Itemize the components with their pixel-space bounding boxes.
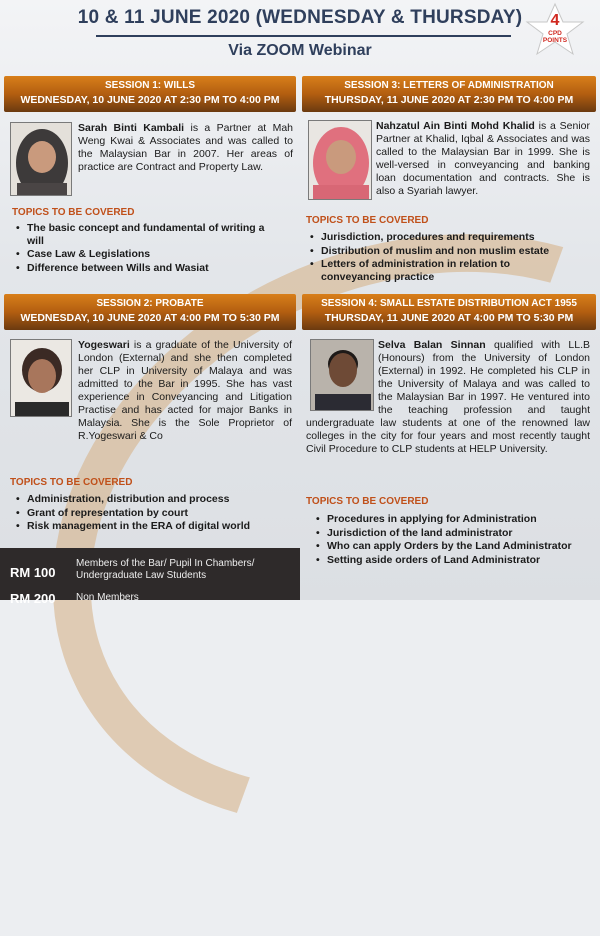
list-item: • Distribution of muslim and non muslim estate	[306, 245, 566, 258]
speaker-4-bio: Selva Balan Sinnan qualified with LL.B (Honours) from the University of London (External) in 1992. He completed his CLP in the University of Malaya and was called to the Malaysian Bar in 1997. He ventured into the teaching profession and taught undergraduate law students at one of the renowned law colleges in the city for four years and most recently taught Civil Procedure to CLP students at HELP University.	[306, 339, 590, 455]
session-3-topics-heading: TOPICS TO BE COVERED	[306, 215, 429, 226]
list-item: • The basic concept and fundamental of writing a will	[12, 222, 282, 247]
session-3-title: SESSION 3: LETTERS OF ADMINISTRATION	[344, 80, 554, 91]
cpd-points-label: CPD POINTS	[542, 30, 568, 44]
session-1-header	[4, 76, 296, 112]
event-date: 10 & 11 JUNE 2020 (WEDNESDAY & THURSDAY)	[77, 7, 523, 28]
pricing-panel	[0, 548, 300, 606]
session-2-topics-heading: TOPICS TO BE COVERED	[10, 477, 133, 488]
list-item: • Who can apply Orders by the Land Administrator	[312, 540, 592, 553]
price-members-desc: Members of the Bar/ Pupil In Chambers/ Undergraduate Law Students	[76, 558, 255, 581]
price-nonmembers-amount: RM 200	[10, 591, 56, 606]
session-1-datetime: WEDNESDAY, 10 JUNE 2020 AT 2:30 PM TO 4:00 PM	[20, 94, 280, 106]
list-item: • Difference between Wills and Wasiat	[12, 262, 282, 275]
speaker-2-photo	[10, 339, 72, 417]
speaker-1-photo	[10, 122, 72, 196]
session-4-title: SESSION 4: SMALL ESTATE DISTRIBUTION ACT 1955	[321, 298, 577, 309]
list-item: • Administration, distribution and process	[12, 493, 272, 506]
session-4-header	[302, 294, 596, 330]
header-divider	[96, 35, 511, 37]
list-item: • Case Law & Legislations	[12, 248, 282, 261]
speaker-3-bio: Nahzatul Ain Binti Mohd Khalid is a Senior Partner at Khalid, Iqbal & Associates and was called to the Malaysian Bar in 1999. She is well-versed in conveyancing and banking loan documentation and contracts. She is also a Syariah lawyer.	[376, 120, 590, 197]
speaker-2-bio-top: Yogeswari is a graduate of the University of London (External) and she then completed her CLP in University of Malaya and was admitted to the Bar in 1995. She has vast experience in Conveyancing and Litigation Practise and has acted for major Banks in Malaysia. She is the Sole Proprietor of R.Yogeswari & Co	[78, 339, 292, 442]
session-1-topics	[12, 222, 282, 275]
event-header	[0, 0, 600, 59]
session-1-topics-heading: TOPICS TO BE COVERED	[12, 207, 135, 218]
session-3-topics	[306, 231, 566, 284]
cpd-points-value: 4	[550, 12, 560, 29]
list-item: • Procedures in applying for Administration	[312, 513, 592, 526]
speaker-portrait-icon	[309, 121, 372, 200]
speaker-portrait-icon	[11, 340, 72, 417]
session-2-topics	[12, 493, 272, 534]
list-item: • Setting aside orders of Land Administrator	[312, 554, 592, 567]
speaker-1-bio: Sarah Binti Kambali is a Partner at Mah Weng Kwai & Associates and was called to the Malaysian Bar in 2007. Her areas of practice are Contract and Property Law.	[78, 122, 293, 173]
session-3-header	[302, 76, 596, 112]
session-1-title: SESSION 1: WILLS	[104, 80, 195, 91]
cpd-points-badge	[520, 2, 590, 68]
price-nonmembers-desc: Non Members	[76, 592, 139, 603]
session-2-title: SESSION 2: PROBATE	[96, 298, 204, 309]
speaker-portrait-icon	[11, 123, 72, 196]
list-item: • Jurisdiction, procedures and requirements	[306, 231, 566, 244]
event-platform: Via ZOOM Webinar	[228, 42, 372, 59]
list-item: • Grant of representation by court	[12, 507, 272, 520]
session-4-topics	[312, 513, 592, 567]
session-2-header	[4, 294, 296, 330]
list-item: • Jurisdiction of the land administrator	[312, 527, 592, 540]
session-4-topics-heading: TOPICS TO BE COVERED	[306, 496, 429, 507]
price-members-amount: RM 100	[10, 565, 56, 580]
session-2-datetime: WEDNESDAY, 10 JUNE 2020 AT 4:00 PM TO 5:30 PM	[20, 312, 280, 324]
speaker-3-photo	[308, 120, 372, 200]
list-item: • Letters of administration in relation to conveyancing practice	[306, 258, 566, 283]
list-item: • Risk management in the ERA of digital world	[12, 520, 272, 533]
session-4-datetime: THURSDAY, 11 JUNE 2020 AT 4:00 PM TO 5:30 PM	[324, 312, 574, 324]
session-3-datetime: THURSDAY, 11 JUNE 2020 AT 2:30 PM TO 4:00 PM	[324, 94, 574, 106]
